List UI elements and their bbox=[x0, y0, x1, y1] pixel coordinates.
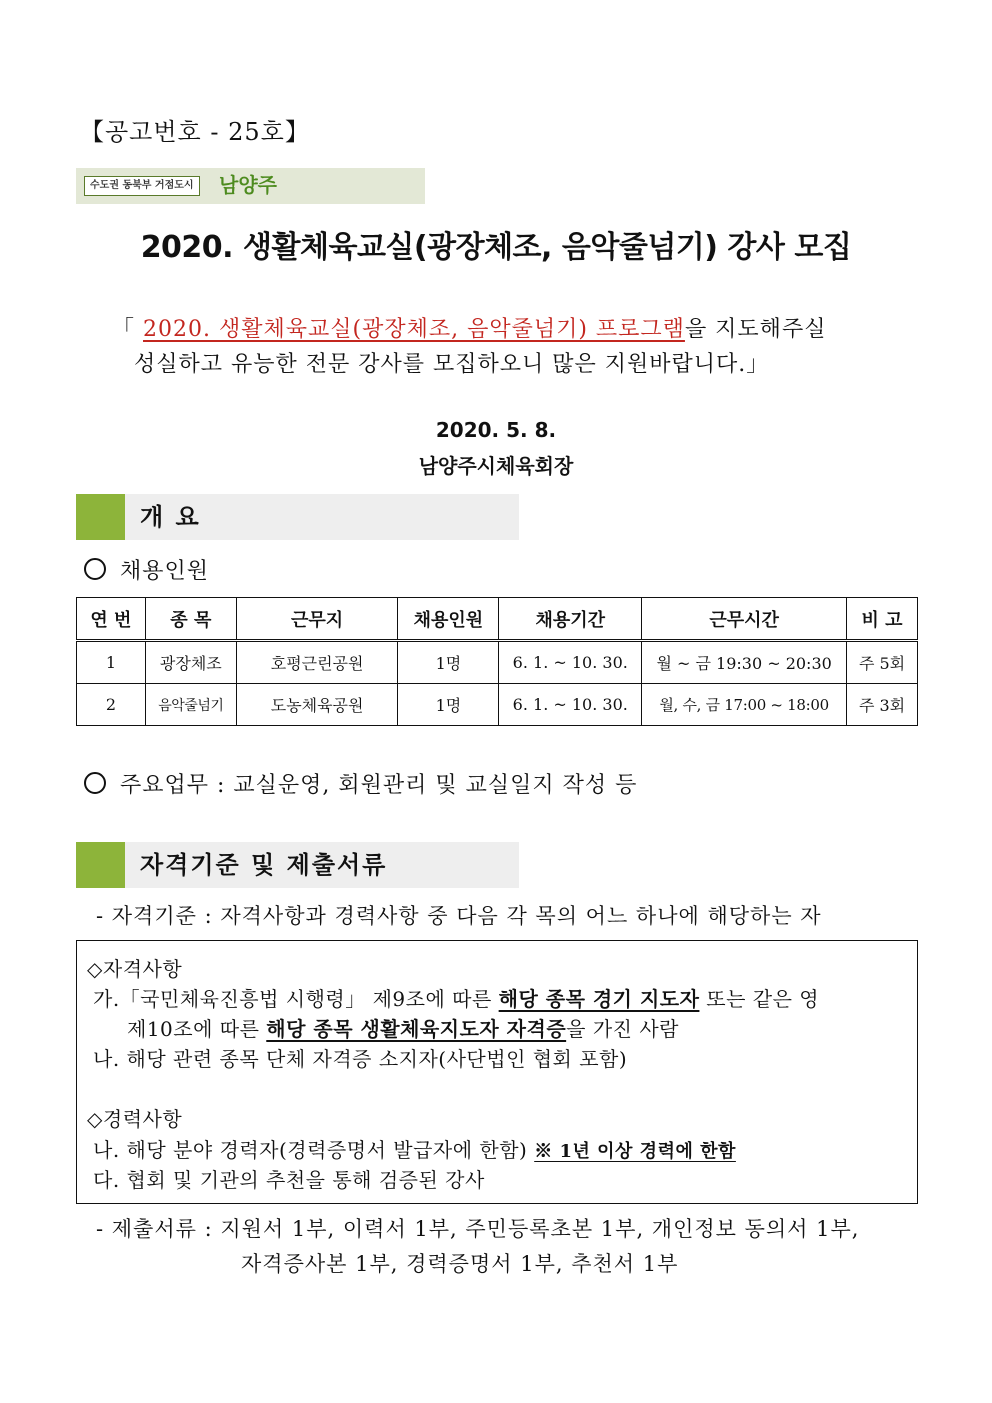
table-cell: 6. 1. ~ 10. 30. bbox=[499, 641, 642, 684]
notice-number: 【공고번호 - 25호】 bbox=[80, 118, 310, 146]
logo-banner bbox=[76, 168, 425, 204]
experience-item-a-prefix: 나. 해당 분야 경력자(경력증명서 발급자에 한함) bbox=[93, 1138, 535, 1162]
qualification-box bbox=[76, 940, 918, 1204]
bullet-main-duties bbox=[84, 768, 637, 799]
table-row bbox=[77, 684, 918, 726]
bullet-recruitment bbox=[84, 554, 209, 585]
qualification-item-a2-prefix: 제10조에 따른 bbox=[127, 1017, 267, 1041]
notice-date: 2020. 5. 8. bbox=[435, 418, 557, 442]
table-cell: 1 bbox=[77, 641, 146, 684]
table-cell: 주 3회 bbox=[847, 684, 918, 726]
intro-line-1-rest: 을 지도해주실 bbox=[684, 317, 827, 342]
intro-line-2: 성실하고 유능한 전문 강사를 모집하오니 많은 지원바랍니다.」 bbox=[134, 352, 770, 377]
table-header: 근무시간 bbox=[642, 598, 847, 641]
experience-item-b: 다. 협회 및 기관의 추천을 통해 검증된 강사 bbox=[93, 1168, 485, 1192]
qualification-item-a-mid: 또는 같은 영 bbox=[699, 987, 820, 1011]
experience-item-a-highlight: ※ 1년 이상 경력에 한함 bbox=[534, 1141, 736, 1162]
documents-line-1: - 제출서류 : 지원서 1부, 이력서 1부, 주민등록초본 1부, 개인정보 동의서 1부, bbox=[96, 1217, 860, 1241]
table-header: 연 번 bbox=[77, 598, 146, 641]
table-cell: 광장체조 bbox=[145, 641, 236, 684]
intro-line-1 bbox=[112, 312, 826, 343]
circle-bullet-icon bbox=[84, 772, 106, 794]
table-cell: 월 ~ 금 19:30 ~ 20:30 bbox=[642, 641, 847, 684]
experience-header: ◇경력사항 bbox=[87, 1107, 183, 1131]
section-marker bbox=[76, 494, 125, 540]
table-cell: 호평근린공원 bbox=[236, 641, 398, 684]
table-header: 근무지 bbox=[236, 598, 398, 641]
table-cell: 1명 bbox=[398, 684, 499, 726]
table-header: 채용인원 bbox=[398, 598, 499, 641]
qualification-item-a bbox=[93, 983, 819, 1012]
issuing-organization: 남양주시체육회장 bbox=[418, 454, 574, 478]
section-overview-header bbox=[76, 494, 519, 540]
section-qualification-header bbox=[76, 842, 519, 888]
qualification-item-b: 나. 해당 관련 종목 단체 자격증 소지자(사단법인 협회 포함) bbox=[93, 1047, 628, 1071]
qualification-item-a-cont bbox=[127, 1013, 679, 1042]
table-header: 채용기간 bbox=[499, 598, 642, 641]
table-cell: 도농체육공원 bbox=[236, 684, 398, 726]
logo-slogan-badge: 수도권 동북부 거점도시 bbox=[84, 176, 200, 196]
table-cell: 음악줄넘기 bbox=[145, 684, 236, 726]
qualification-item-a-prefix: 가.「국민체육진흥법 시행령」 제9조에 따른 bbox=[93, 987, 499, 1011]
section-qualification-title: 자격기준 및 제출서류 bbox=[140, 851, 388, 879]
table-cell: 6. 1. ~ 10. 30. bbox=[499, 684, 642, 726]
criteria-line: - 자격기준 : 자격사항과 경력사항 중 다음 각 목의 어느 하나에 해당하는 자 bbox=[96, 904, 822, 928]
recruitment-table bbox=[76, 597, 918, 726]
table-header-row bbox=[77, 598, 918, 641]
table-row bbox=[77, 641, 918, 684]
circle-bullet-icon bbox=[84, 558, 106, 580]
table-header: 종 목 bbox=[145, 598, 236, 641]
documents-line-2: 자격증사본 1부, 경력증명서 1부, 추천서 1부 bbox=[241, 1252, 679, 1276]
table-cell: 2 bbox=[77, 684, 146, 726]
table-cell: 주 5회 bbox=[847, 641, 918, 684]
intro-program-name: 2020. 생활체육교실(광장체조, 음악줄넘기) 프로그램 bbox=[143, 317, 685, 342]
section-marker bbox=[76, 842, 125, 888]
qualification-item-a2-highlight: 해당 종목 생활체육지도자 자격증 bbox=[266, 1017, 567, 1041]
qualification-header: ◇자격사항 bbox=[87, 957, 183, 981]
table-cell: 월, 수, 금 17:00 ~ 18:00 bbox=[642, 684, 847, 726]
logo-city-name: 남양주 bbox=[219, 173, 277, 197]
qualification-item-a-highlight: 해당 종목 경기 지도자 bbox=[498, 987, 700, 1011]
page-title: 2020. 생활체육교실(광장체조, 음악줄넘기) 강사 모집 bbox=[140, 230, 852, 265]
qualification-item-a2-suffix: 을 가진 사람 bbox=[566, 1017, 679, 1041]
experience-item-a bbox=[93, 1134, 736, 1163]
table-cell: 1명 bbox=[398, 641, 499, 684]
table-header: 비 고 bbox=[847, 598, 918, 641]
section-overview-title: 개 요 bbox=[140, 503, 201, 531]
bullet-recruitment-label: 채용인원 bbox=[120, 559, 210, 584]
intro-open-quote: 「 bbox=[112, 317, 136, 342]
bullet-main-duties-text: 주요업무 : 교실운영, 회원관리 및 교실일지 작성 등 bbox=[120, 773, 638, 798]
